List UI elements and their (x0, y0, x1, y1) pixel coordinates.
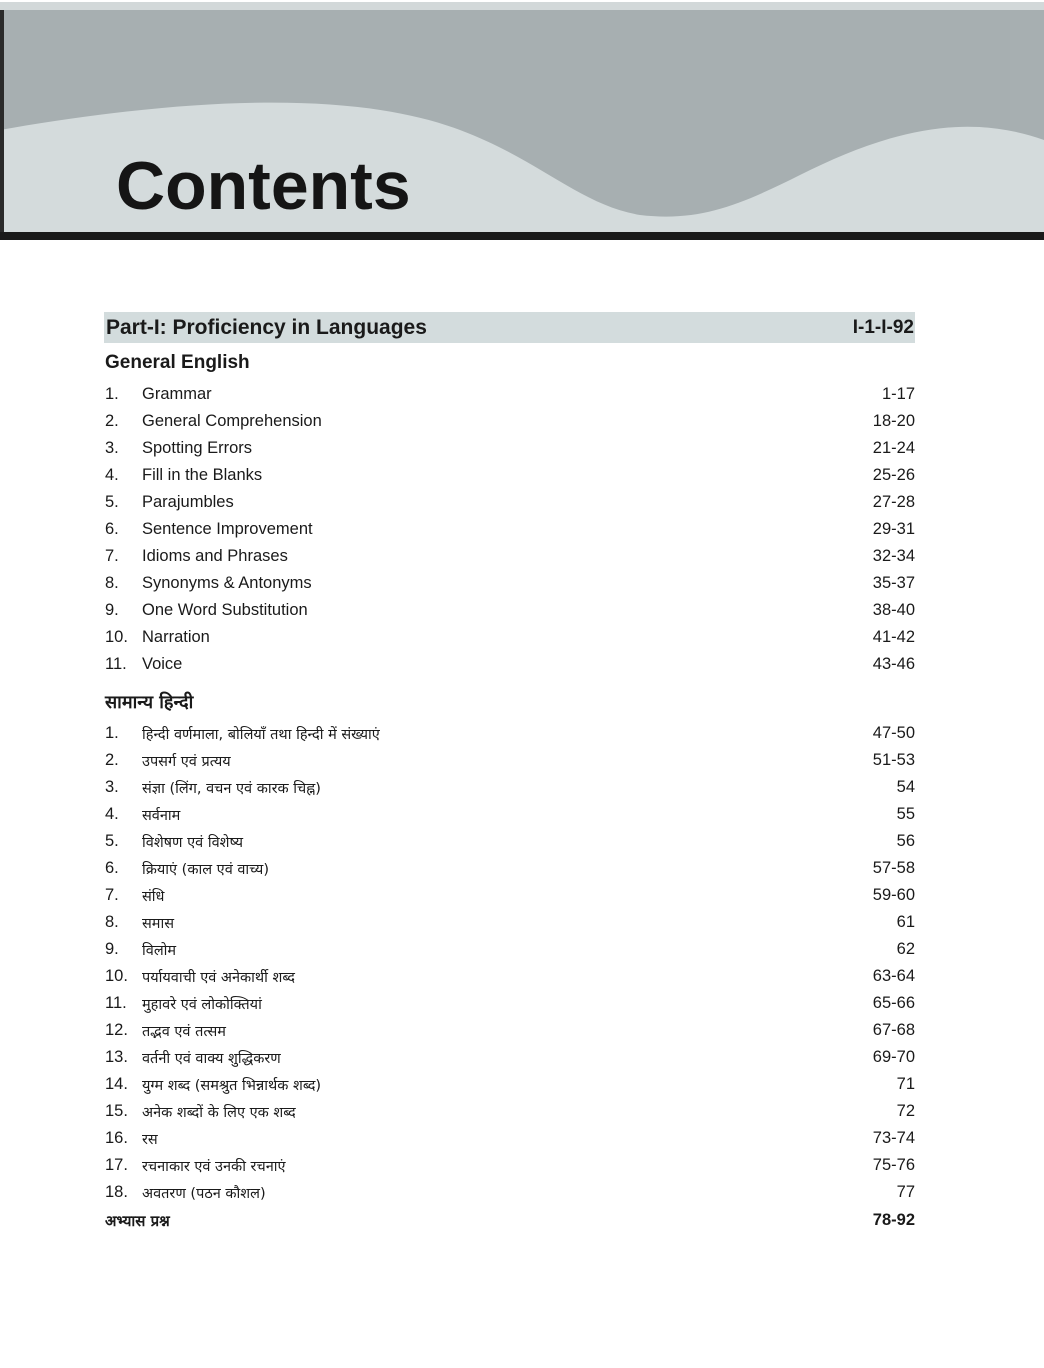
toc-number: 3. (105, 778, 119, 796)
toc-row[interactable] (105, 1017, 915, 1044)
toc-title: Idioms and Phrases (142, 547, 288, 565)
toc-pages: 73-74 (872, 1129, 915, 1147)
section-heading-hindi: सामान्य हिन्दी (105, 692, 194, 713)
toc-title: General Comprehension (142, 412, 322, 430)
toc-row[interactable] (105, 489, 915, 516)
toc-pages: 27-28 (872, 493, 915, 511)
toc-title: संधि (142, 888, 165, 905)
toc-number: 1. (105, 724, 119, 742)
toc-number: 6. (105, 520, 119, 538)
toc-number: 7. (105, 886, 119, 904)
toc-pages: 51-53 (872, 751, 915, 769)
toc-number: 15. (105, 1102, 128, 1120)
part-title: Part-I: Proficiency in Languages (106, 315, 427, 339)
toc-pages: 57-58 (872, 859, 915, 877)
toc-pages: 77 (896, 1183, 915, 1201)
toc-number: 10. (105, 967, 128, 985)
toc-number: 5. (105, 493, 119, 511)
toc-row[interactable] (105, 435, 915, 462)
toc-pages: 67-68 (872, 1021, 915, 1039)
practice-questions-row[interactable] (105, 1207, 915, 1234)
toc-title: अवतरण (पठन कौशल) (142, 1185, 266, 1202)
toc-number: 11. (105, 655, 127, 673)
toc-row[interactable] (105, 936, 915, 963)
toc-title: Fill in the Blanks (142, 466, 263, 484)
toc-title: One Word Substitution (142, 601, 308, 619)
toc-number: 1. (105, 385, 119, 403)
toc-row[interactable] (105, 774, 915, 801)
toc-row[interactable] (105, 651, 915, 678)
practice-questions-pages: 78-92 (872, 1211, 915, 1229)
toc-row[interactable] (105, 1044, 915, 1071)
toc-pages: 63-64 (872, 967, 915, 985)
toc-row[interactable] (105, 570, 915, 597)
toc-title: अनेक शब्दों के लिए एक शब्द (142, 1104, 296, 1121)
toc-title: मुहावरे एवं लोकोक्तियां (142, 996, 262, 1013)
toc-number: 3. (105, 439, 119, 457)
toc-title: Spotting Errors (142, 439, 253, 457)
hindi-toc-list (105, 720, 915, 1206)
toc-pages: 61 (896, 913, 915, 931)
toc-title: Synonyms & Antonyms (142, 574, 312, 592)
toc-title: संज्ञा (लिंग, वचन एवं कारक चिह्न) (142, 780, 321, 797)
toc-title: समास (142, 915, 175, 932)
toc-pages: 32-34 (872, 547, 915, 565)
practice-questions-label: अभ्यास प्रश्न (105, 1211, 170, 1230)
toc-title: रस (142, 1131, 158, 1148)
toc-row[interactable] (105, 1071, 915, 1098)
toc-title: विलोम (142, 942, 177, 959)
part-heading-bar (104, 312, 915, 343)
toc-title: Sentence Improvement (142, 520, 313, 538)
toc-number: 11. (105, 994, 127, 1012)
toc-row[interactable] (105, 543, 915, 570)
toc-pages: 56 (896, 832, 915, 850)
toc-row[interactable] (105, 408, 915, 435)
toc-number: 18. (105, 1183, 128, 1201)
toc-pages: 65-66 (872, 994, 915, 1012)
toc-row[interactable] (105, 909, 915, 936)
toc-title: वर्तनी एवं वाक्य शुद्धिकरण (142, 1050, 281, 1067)
toc-number: 8. (105, 574, 119, 592)
toc-pages: 71 (896, 1075, 915, 1093)
toc-title: उपसर्ग एवं प्रत्यय (142, 753, 231, 770)
toc-row[interactable] (105, 963, 915, 990)
toc-number: 10. (105, 628, 128, 646)
toc-number: 9. (105, 601, 119, 619)
toc-pages: 47-50 (872, 724, 915, 742)
toc-pages: 72 (896, 1102, 915, 1120)
toc-title: युग्म शब्द (समश्रुत भिन्नार्थक शब्द) (142, 1077, 322, 1094)
toc-row[interactable] (105, 597, 915, 624)
toc-row[interactable] (105, 462, 915, 489)
toc-pages: 1-17 (881, 385, 915, 403)
toc-title: रचनाकार एवं उनकी रचनाएं (142, 1158, 286, 1175)
toc-pages: 29-31 (872, 520, 915, 538)
toc-row[interactable] (105, 720, 915, 747)
toc-row[interactable] (105, 381, 915, 408)
toc-title: हिन्दी वर्णमाला, बोलियाँ तथा हिन्दी में संख्याएं (142, 726, 380, 743)
toc-pages: 21-24 (872, 439, 915, 457)
toc-pages: 55 (896, 805, 915, 823)
toc-number: 12. (105, 1021, 128, 1039)
toc-pages: 25-26 (872, 466, 915, 484)
toc-pages: 62 (896, 940, 915, 958)
toc-title: विशेषण एवं विशेष्य (142, 834, 244, 851)
toc-number: 9. (105, 940, 119, 958)
toc-number: 13. (105, 1048, 128, 1066)
toc-number: 17. (105, 1156, 128, 1174)
toc-pages: 69-70 (872, 1048, 915, 1066)
toc-title: क्रियाएं (काल एवं वाच्य) (142, 861, 269, 878)
toc-title: तद्भव एवं तत्सम (142, 1023, 226, 1040)
page-title: Contents (116, 148, 411, 224)
toc-row[interactable] (105, 1179, 915, 1206)
toc-number: 8. (105, 913, 119, 931)
toc-number: 14. (105, 1075, 128, 1093)
toc-title: Voice (142, 655, 183, 673)
toc-row[interactable] (105, 882, 915, 909)
english-toc-list (105, 381, 915, 678)
toc-row[interactable] (105, 516, 915, 543)
toc-row[interactable] (105, 747, 915, 774)
toc-pages: 35-37 (872, 574, 915, 592)
toc-row[interactable] (105, 990, 915, 1017)
toc-number: 5. (105, 832, 119, 850)
toc-row[interactable] (105, 855, 915, 882)
toc-row[interactable] (105, 1098, 915, 1125)
toc-number: 4. (105, 805, 119, 823)
toc-pages: 43-46 (872, 655, 915, 673)
toc-title: Narration (142, 628, 210, 646)
contents-header (0, 0, 1044, 240)
toc-title: सर्वनाम (142, 807, 181, 824)
toc-number: 2. (105, 751, 119, 769)
toc-number: 4. (105, 466, 119, 484)
toc-pages: 41-42 (872, 628, 915, 646)
toc-pages: 18-20 (872, 412, 915, 430)
toc-number: 6. (105, 859, 119, 877)
toc-row[interactable] (105, 1125, 915, 1152)
toc-row[interactable] (105, 801, 915, 828)
toc-pages: 54 (896, 778, 915, 796)
toc-number: 7. (105, 547, 119, 565)
toc-row[interactable] (105, 828, 915, 855)
toc-title: Parajumbles (142, 493, 234, 511)
section-heading-english: General English (105, 352, 250, 373)
toc-pages: 75-76 (872, 1156, 915, 1174)
toc-number: 16. (105, 1129, 128, 1147)
toc-pages: 59-60 (872, 886, 915, 904)
toc-row[interactable] (105, 624, 915, 651)
toc-number: 2. (105, 412, 119, 430)
toc-pages: 38-40 (872, 601, 915, 619)
toc-row[interactable] (105, 1152, 915, 1179)
toc-title: पर्यायवाची एवं अनेकार्थी शब्द (142, 969, 295, 986)
part-page-range: I-1-I-92 (852, 316, 914, 338)
toc-title: Grammar (142, 385, 212, 403)
